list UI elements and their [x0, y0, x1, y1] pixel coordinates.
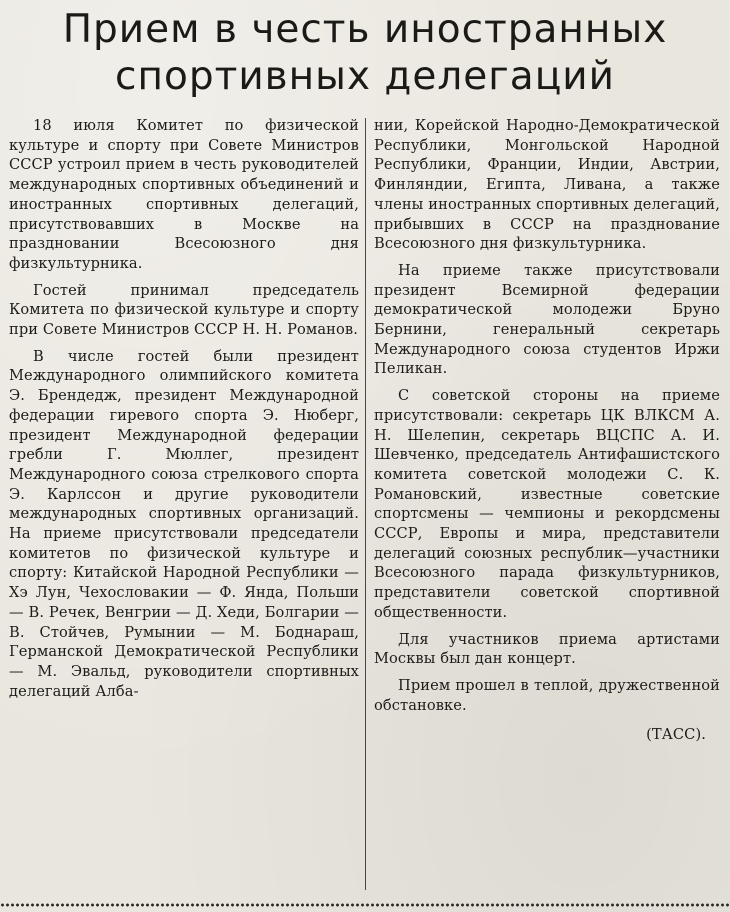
paragraph: В числе гостей были президент Международного олимпийского комитета Э. Брендедж, президент Международной федерации гиревого спорта Э. Нюберг, президент Международной федерации гребли Г. Мюллег, президент Международного союза стрелкового спорта Э. Карлссон и другие руководители международных спортивных организаций. На приеме присутствовали председатели комитетов по физической культуре и спорту: Китайской Народной Республики — Хэ Лун, Чехословакии — Ф. Янда, Польши — В. Речек, Венгрии — Д. Хеди, Болгарии — В. Стойчев, Румынии — М. Боднараш, Германской Демократической Республики — М. Эвальд, руководители спортивных делегаций Алба-: [9, 347, 359, 700]
paragraph: Для участников приема артистами Москвы был дан концерт.: [374, 630, 720, 668]
headline-line-2: спортивных делегаций: [115, 54, 615, 99]
article-headline: [0, 6, 730, 100]
paragraph: Прием прошел в теплой, дружественной обстановке.: [374, 676, 720, 714]
article-column-right: [374, 116, 720, 752]
paragraph: С советской стороны на приеме присутствовали: секретарь ЦК ВЛКСМ А. Н. Шелепин, секретарь ВЦСПС А. И. Шевченко, председатель Антифашистского комитета советской молодежи С. К. Романовский, известные советские спортсмены — чемпионы и рекордсмены СССР, Европы и мира, представители делегаций союзных республик—участники Всесоюзного парада физкультурников, представители советской спортивной общественности.: [374, 387, 720, 621]
dotted-border: [0, 901, 730, 909]
paragraph: На приеме также присутствовали президент Всемирной федерации демократической молодежи Бруно Бернини, генеральный секретарь Международного союза студентов Иржи Пеликан.: [374, 261, 720, 378]
headline-line-1: Прием в честь иностранных: [62, 7, 668, 52]
article-column-left: [9, 116, 359, 708]
column-divider: [365, 118, 366, 890]
paragraph: Гостей принимал председатель Комитета по физической культуре и спорту при Совете Министров СССР Н. Н. Романов.: [9, 281, 359, 339]
paragraph-continuation: нии, Корейской Народно-Демократической Республики, Монгольской Народной Республики, Франции, Индии, Австрии, Финляндии, Египта, Ливана, а также члены иностранных спортивных делегаций, прибывших в СССР на празднование Всесоюзного дня физкультурника.: [374, 117, 720, 253]
paragraph: 18 июля Комитет по физической культуре и спорту при Совете Министров СССР устроил прием в честь руководителей международных спортивных объединений и иностранных спортивных делегаций, присутствовавших в Москве на праздновании Всесоюзного дня физкультурника.: [9, 117, 359, 272]
source-signature: (ТАСС).: [646, 726, 706, 744]
